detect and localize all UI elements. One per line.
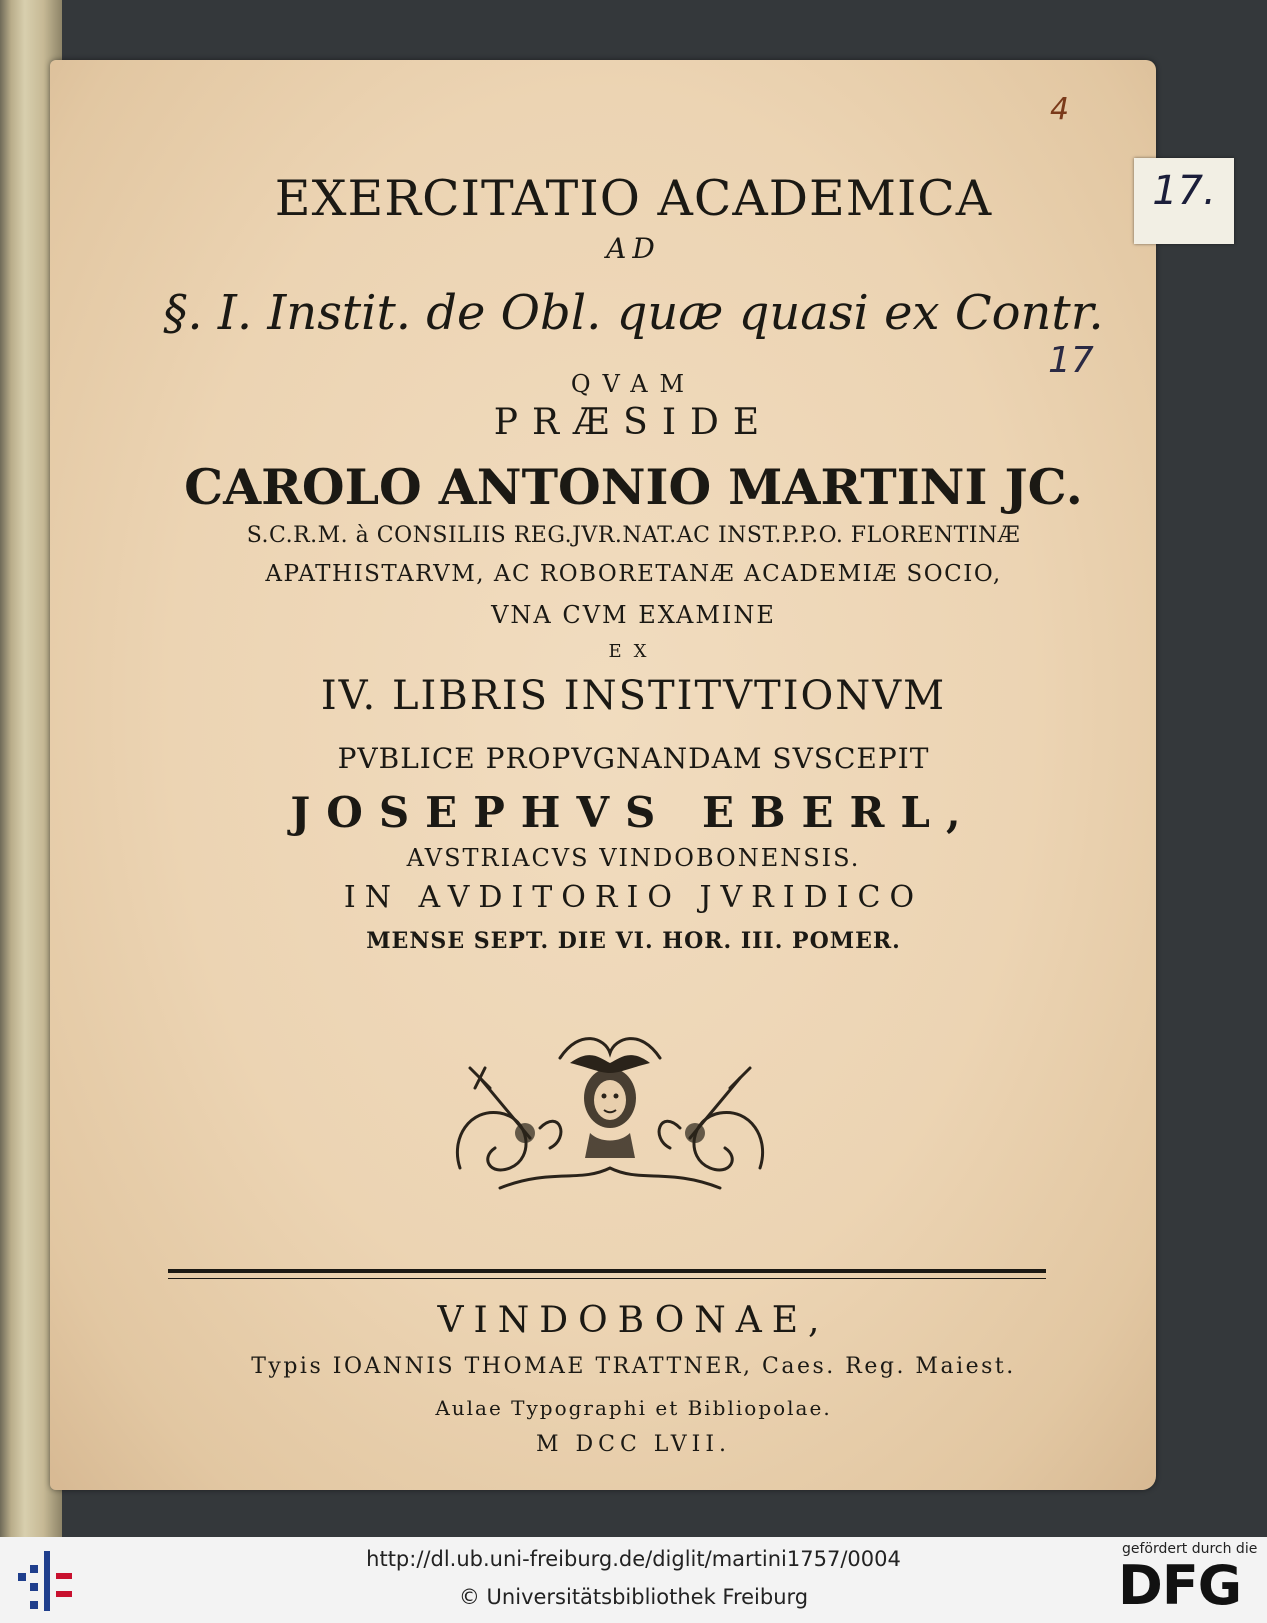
imprint-place: VINDOBONAE, [437, 1300, 830, 1341]
printers-ornament [440, 1018, 780, 1198]
title-ad: AD [606, 232, 661, 265]
title-ex: EX [608, 641, 659, 662]
permalink[interactable]: http://dl.ub.uni-freiburg.de/diglit/martini1757/0004 [366, 1547, 901, 1571]
handwritten-shelf-number: 17 [1048, 340, 1094, 381]
respondent-name: JOSEPHVS EBERL, [290, 788, 977, 837]
slip-number: 17. [1152, 168, 1216, 214]
double-rule-thick [168, 1269, 1046, 1273]
title-auditorio: IN AVDITORIO JVRIDICO [343, 880, 924, 915]
title-subject: §. I. Instit. de Obl. quæ quasi ex Contr. [163, 285, 1104, 341]
main-title: EXERCITATIO ACADEMICA [274, 170, 993, 227]
praeses-name: CAROLO ANTONIO MARTINI JC. [184, 458, 1083, 516]
imprint-printer-title: Aulae Typographi et Bibliopolae. [435, 1396, 832, 1420]
copyright-notice: © Universitätsbibliothek Freiburg [458, 1585, 809, 1609]
title-una-cum-examine: VNA CVM EXAMINE [491, 601, 776, 629]
imprint-printer: Typis IOANNIS THOMAE TRATTNER, Caes. Reg. Maiest. [251, 1354, 1016, 1379]
title-praeside: PRÆSIDE [493, 402, 774, 443]
title-publice: PVBLICE PROPVGNANDAM SVSCEPIT [337, 742, 930, 775]
dfg-logo: DFG [1118, 1554, 1242, 1617]
viewer-footer [0, 1537, 1267, 1623]
title-quam: QVAM [570, 370, 697, 398]
double-rule-thin [168, 1278, 1046, 1279]
handwritten-page-number: 4 [1050, 92, 1070, 127]
funding-note: gefördert durch die [1122, 1541, 1258, 1557]
title-libris: IV. LIBRIS INSTITVTIONVM [320, 673, 947, 719]
praeses-titles-2: APATHISTARVM, AC ROBORETANÆ ACADEMIÆ SOCIO, [265, 561, 1002, 587]
imprint-year: M DCC LVII. [535, 1432, 732, 1457]
title-page [50, 60, 1156, 1490]
respondent-origin: AVSTRIACVS VINDOBONENSIS. [406, 844, 861, 872]
praeses-titles-1: S.C.R.M. à CONSILIIS REG.JVR.NAT.AC INST.P.P.O. FLORENTINÆ [246, 523, 1021, 548]
disputation-date: MENSE SEPT. DIE VI. HOR. III. POMER. [366, 928, 901, 954]
